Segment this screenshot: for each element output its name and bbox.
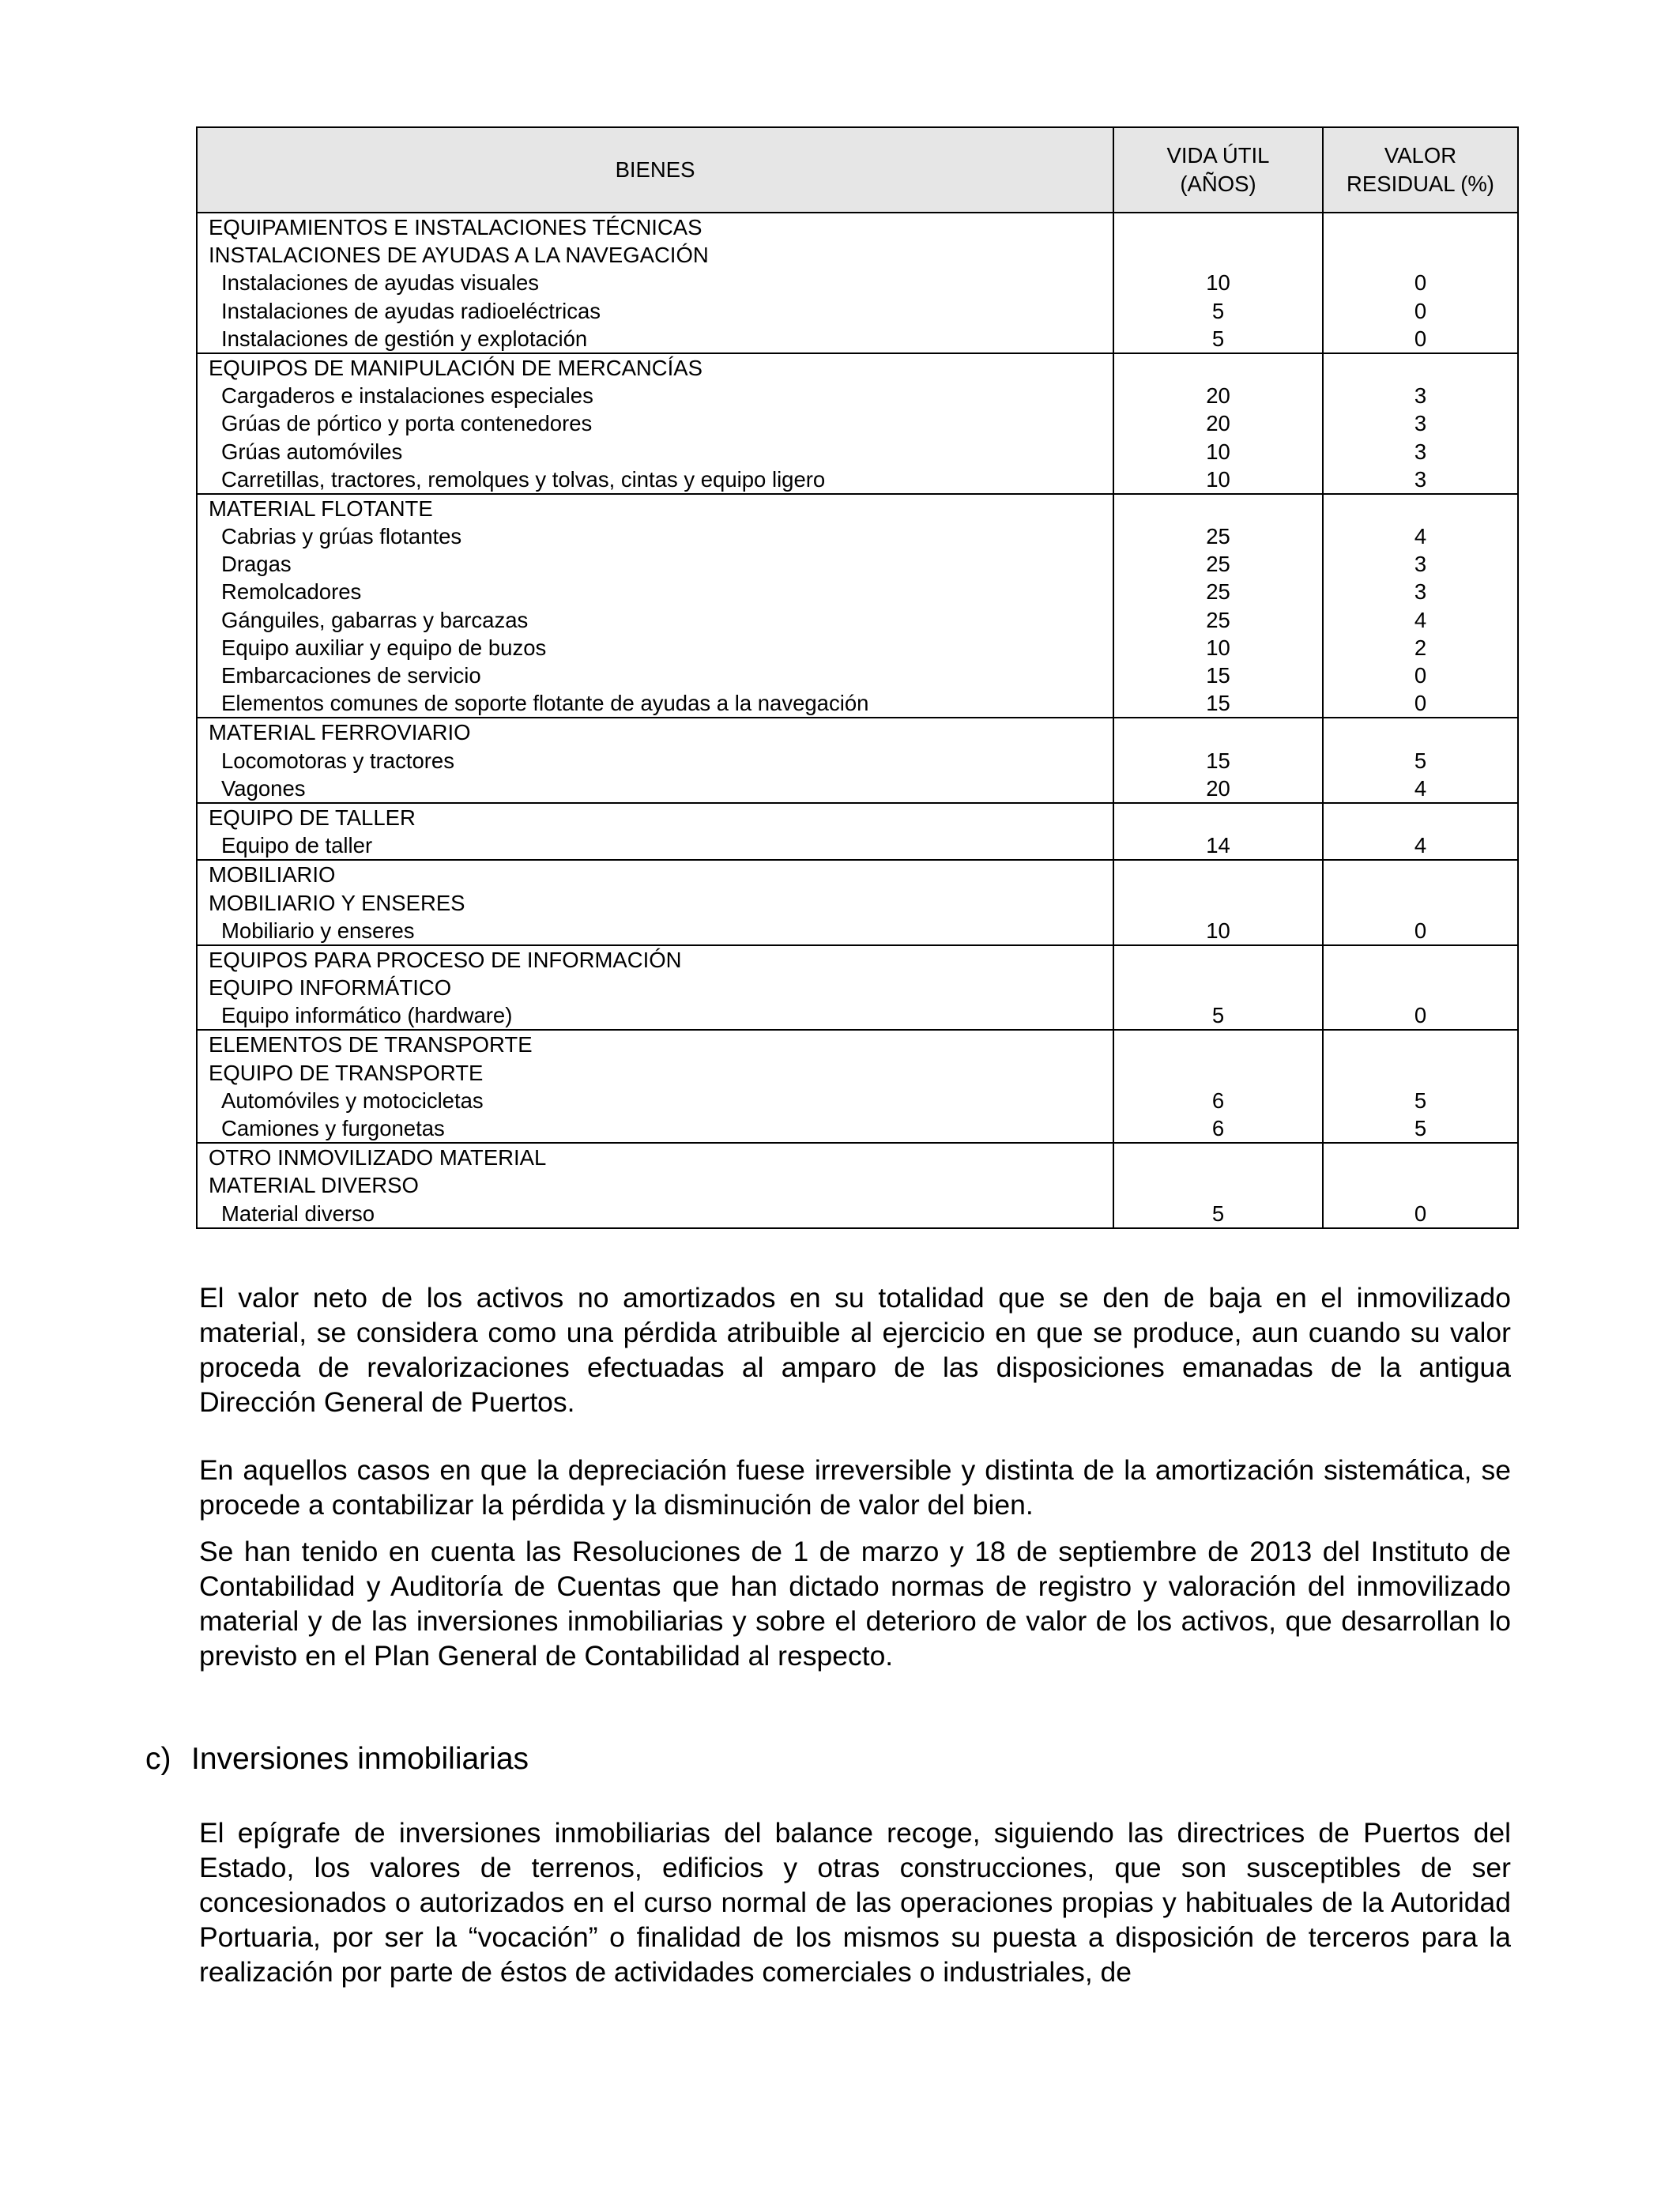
item-name: Remolcadores [221, 579, 362, 605]
section-marker: c) [145, 1742, 171, 1776]
group-title: MATERIAL DIVERSO [209, 1173, 419, 1198]
blank-line [1114, 889, 1322, 917]
group-names-cell [197, 353, 1113, 494]
item-valor-residual: 4 [1414, 833, 1427, 858]
item-name: Elementos comunes de soporte flotante de ayudas a la navegación [221, 691, 869, 716]
header-vida-util-line2: (AÑOS) [1180, 172, 1256, 196]
table-group-row [197, 494, 1518, 718]
group-names-cell [197, 213, 1113, 353]
blank-line [1324, 861, 1517, 888]
group-title: MATERIAL FERROVIARIO [209, 720, 471, 745]
group-vida-cell [1113, 353, 1323, 494]
item-vida-util: 15 [1206, 691, 1230, 716]
group-names-cell [197, 860, 1113, 945]
item-valor-residual: 3 [1414, 466, 1427, 492]
item-name: Dragas [221, 552, 292, 577]
group-title: OTRO INMOVILIZADO MATERIAL [209, 1145, 547, 1171]
table-group-row [197, 945, 1518, 1031]
blank-line [1114, 1059, 1322, 1087]
group-vida-cell [1113, 494, 1323, 718]
table-group-row [197, 718, 1518, 803]
item-name: Camiones y furgonetas [221, 1116, 445, 1140]
blank-line [1324, 889, 1517, 917]
group-title: EQUIPAMIENTOS E INSTALACIONES TÉCNICAS [209, 215, 703, 239]
item-vida-util: 25 [1206, 579, 1230, 605]
blank-line [1324, 1031, 1517, 1058]
group-title: MATERIAL FLOTANTE [209, 496, 433, 521]
blank-line [1324, 946, 1517, 974]
item-valor-residual: 3 [1414, 383, 1427, 409]
item-valor-residual: 0 [1414, 691, 1427, 716]
group-title: EQUIPOS PARA PROCESO DE INFORMACIÓN [209, 947, 682, 972]
item-name: Locomotoras y tractores [221, 748, 454, 773]
section-title: Inversiones inmobiliarias [191, 1742, 529, 1776]
group-names-cell [197, 494, 1113, 718]
table-group-row [197, 1143, 1518, 1228]
item-name: Vagones [221, 775, 306, 801]
item-name: Embarcaciones de servicio [221, 663, 481, 688]
item-valor-residual: 5 [1414, 748, 1427, 773]
item-name: Equipo informático (hardware) [221, 1003, 513, 1028]
item-vida-util: 5 [1211, 298, 1225, 323]
blank-line [1114, 495, 1322, 522]
blank-line [1114, 1171, 1322, 1199]
item-vida-util: 25 [1206, 607, 1230, 632]
blank-line [1324, 974, 1517, 1001]
item-vida-util: 5 [1211, 1003, 1225, 1028]
group-title: EQUIPOS DE MANIPULACIÓN DE MERCANCÍAS [209, 355, 703, 380]
header-vida-util [1113, 127, 1323, 213]
group-names-cell [197, 803, 1113, 860]
useful-life-table [196, 126, 1519, 1229]
blank-line [1114, 241, 1322, 269]
item-vida-util: 20 [1206, 383, 1230, 409]
blank-line [1324, 804, 1517, 831]
group-residual-cell [1323, 494, 1518, 718]
group-vida-cell [1113, 1030, 1323, 1143]
item-valor-residual: 5 [1414, 1088, 1427, 1113]
blank-line [1324, 1171, 1517, 1199]
group-residual-cell [1323, 945, 1518, 1031]
group-vida-cell [1113, 718, 1323, 803]
item-name: Grúas de pórtico y porta contenedores [221, 411, 593, 436]
item-valor-residual: 2 [1414, 635, 1427, 660]
item-name: Equipo auxiliar y equipo de buzos [221, 635, 547, 660]
item-vida-util: 10 [1206, 270, 1230, 296]
group-residual-cell [1323, 1143, 1518, 1228]
item-name: Gánguiles, gabarras y barcazas [221, 607, 529, 632]
item-vida-util: 6 [1211, 1116, 1225, 1140]
item-valor-residual: 4 [1414, 775, 1427, 801]
item-name: Automóviles y motocicletas [221, 1088, 484, 1113]
blank-line [1114, 213, 1322, 241]
item-valor-residual: 0 [1414, 298, 1427, 323]
item-valor-residual: 0 [1414, 1003, 1427, 1028]
item-name: Equipo de taller [221, 833, 373, 858]
group-names-cell [197, 1030, 1113, 1143]
item-valor-residual: 3 [1414, 579, 1427, 605]
blank-line [1324, 718, 1517, 746]
table-group-row [197, 353, 1518, 494]
item-valor-residual: 5 [1414, 1116, 1427, 1140]
item-vida-util: 15 [1206, 748, 1230, 773]
item-valor-residual: 3 [1414, 411, 1427, 436]
group-residual-cell [1323, 718, 1518, 803]
group-names-cell [197, 1143, 1113, 1228]
blank-line [1114, 861, 1322, 888]
blank-line [1114, 946, 1322, 974]
item-vida-util: 20 [1206, 775, 1230, 801]
table-body [197, 213, 1518, 1228]
blank-line [1114, 718, 1322, 746]
paragraph-resolutions: Se han tenido en cuenta las Resoluciones de 1 de marzo y 18 de septiembre de 2013 del Instituto de Contabilidad y Auditoría de Cuentas que han dictado normas de registro y valoración del inmovilizado material y de las inversiones inmobiliarias y sobre el deterioro de valor de los activos, que desarrollan lo previsto en el Plan General de Contabilidad al respecto. [199, 1536, 1511, 1672]
item-name: Instalaciones de ayudas visuales [221, 270, 540, 296]
item-valor-residual: 3 [1414, 552, 1427, 577]
item-vida-util: 20 [1206, 411, 1230, 436]
group-title: EQUIPO DE TALLER [209, 805, 416, 830]
blank-line [1114, 354, 1322, 382]
item-name: Cargaderos e instalaciones especiales [221, 383, 593, 409]
table-header-row [197, 127, 1518, 213]
blank-line [1324, 495, 1517, 522]
item-valor-residual: 0 [1414, 1201, 1427, 1226]
item-vida-util: 10 [1206, 466, 1230, 492]
group-residual-cell [1323, 1030, 1518, 1143]
group-vida-cell [1113, 860, 1323, 945]
item-name: Grúas automóviles [221, 439, 403, 464]
group-names-cell [197, 718, 1113, 803]
item-vida-util: 6 [1211, 1088, 1225, 1113]
blank-line [1324, 213, 1517, 241]
item-vida-util: 10 [1206, 635, 1230, 660]
item-valor-residual: 0 [1414, 663, 1427, 688]
item-name: Carretillas, tractores, remolques y tolvas, cintas y equipo ligero [221, 466, 826, 492]
group-residual-cell [1323, 353, 1518, 494]
header-vida-util-line1: VIDA ÚTIL [1166, 143, 1270, 168]
blank-line [1324, 241, 1517, 269]
paragraph-investments: El epígrafe de inversiones inmobiliarias del balance recoge, siguiendo las directrices de Puertos del Estado, los valores de terrenos, edificios y otras construcciones, que son susceptibles de ser concesionados o autorizados en el curso normal de las operaciones propias y habituales de la Autoridad Portuaria, por ser la “vocación” o finalidad de los mismos su puesta a disposición de terceros para la realización por parte de éstos de actividades comerciales o industriales, de [199, 1817, 1511, 1988]
item-name: Cabrias y grúas flotantes [221, 524, 462, 549]
group-vida-cell [1113, 945, 1323, 1031]
paragraph-net-value: El valor neto de los activos no amortizados en su totalidad que se den de baja en el inmovilizado material, se considera como una pérdida atribuible al ejercicio en que se produce, aun cuando su valor proceda de revalorizaciones efectuadas al amparo de las disposiciones emanadas de la antigua Dirección General de Puertos. [199, 1282, 1511, 1418]
item-vida-util: 10 [1206, 918, 1230, 943]
group-residual-cell [1323, 803, 1518, 860]
group-vida-cell [1113, 1143, 1323, 1228]
header-valor-residual-line1: VALOR [1384, 143, 1457, 168]
item-name: Mobiliario y enseres [221, 918, 415, 943]
table-group-row [197, 1030, 1518, 1143]
item-valor-residual: 0 [1414, 918, 1427, 943]
group-vida-cell [1113, 213, 1323, 353]
group-title: MOBILIARIO [209, 862, 336, 888]
item-valor-residual: 4 [1414, 524, 1427, 549]
item-vida-util: 5 [1211, 326, 1225, 351]
paragraph-depreciation: En aquellos casos en que la depreciación fuese irreversible y distinta de la amortización sistemática, se procede a contabilizar la pérdida y la disminución de valor del bien. [199, 1454, 1511, 1521]
item-name: Instalaciones de gestión y explotación [221, 326, 588, 351]
item-vida-util: 5 [1211, 1201, 1225, 1226]
item-vida-util: 25 [1206, 524, 1230, 549]
blank-line [1114, 974, 1322, 1001]
blank-line [1114, 804, 1322, 831]
item-vida-util: 14 [1206, 833, 1230, 858]
group-title: ELEMENTOS DE TRANSPORTE [209, 1032, 533, 1057]
blank-line [1324, 354, 1517, 382]
item-valor-residual: 0 [1414, 326, 1427, 351]
item-name: Material diverso [221, 1201, 375, 1226]
group-residual-cell [1323, 213, 1518, 353]
header-bienes: BIENES [197, 127, 1113, 213]
group-title: MOBILIARIO Y ENSERES [209, 890, 465, 915]
blank-line [1114, 1144, 1322, 1171]
table-group-row [197, 803, 1518, 860]
blank-line [1114, 1031, 1322, 1058]
table-group-row [197, 860, 1518, 945]
header-valor-residual-line2: RESIDUAL (%) [1347, 172, 1494, 196]
group-vida-cell [1113, 803, 1323, 860]
item-name: Instalaciones de ayudas radioeléctricas [221, 298, 601, 323]
item-vida-util: 25 [1206, 552, 1230, 577]
section-heading [145, 1740, 529, 1778]
item-vida-util: 10 [1206, 439, 1230, 464]
group-names-cell [197, 945, 1113, 1031]
item-valor-residual: 3 [1414, 439, 1427, 464]
table-group-row [197, 213, 1518, 353]
header-valor-residual [1323, 127, 1518, 213]
group-residual-cell [1323, 860, 1518, 945]
blank-line [1324, 1059, 1517, 1087]
group-title: INSTALACIONES DE AYUDAS A LA NAVEGACIÓN [209, 243, 709, 268]
blank-line [1324, 1144, 1517, 1171]
item-valor-residual: 0 [1414, 270, 1427, 296]
item-valor-residual: 4 [1414, 607, 1427, 632]
group-title: EQUIPO DE TRANSPORTE [209, 1060, 484, 1085]
group-title: EQUIPO INFORMÁTICO [209, 975, 452, 1001]
item-vida-util: 15 [1206, 663, 1230, 688]
